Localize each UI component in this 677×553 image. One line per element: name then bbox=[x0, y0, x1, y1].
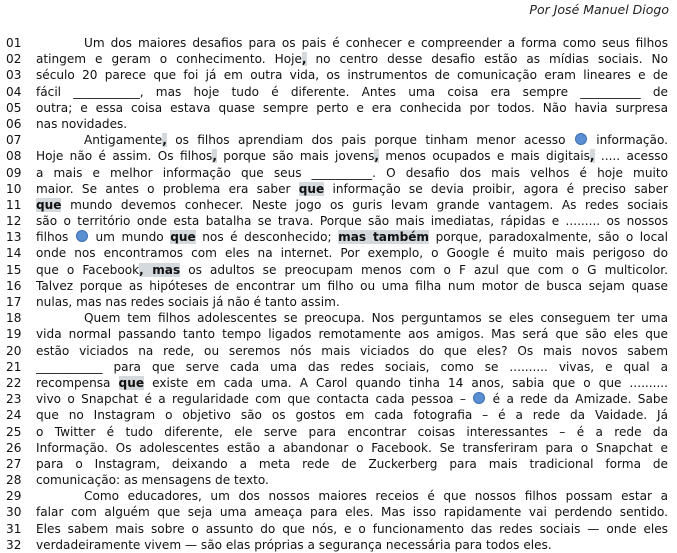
text-segment: a mais e melhor informação que seus __________. O desafio dos mais velhos é hoje muito bbox=[36, 165, 668, 180]
text-line bbox=[6, 310, 668, 326]
text-segment: Talvez porque as hipóteses de encontrar um filho ou uma filha num motor de busca sejam quase bbox=[36, 278, 668, 293]
line-number: 24 bbox=[6, 408, 22, 423]
text-line bbox=[6, 116, 668, 132]
line-text bbox=[36, 310, 668, 326]
line-text bbox=[36, 294, 668, 310]
text-line bbox=[6, 262, 668, 278]
text-segment: nulas, mas nas redes sociais já não é tanto assim. bbox=[36, 295, 340, 309]
text-segment: os adultos se preocupam menos com o F azul que com o G multicolor. bbox=[180, 262, 668, 277]
line-text bbox=[36, 213, 668, 229]
text-segment: mundo devemos conhecer. Neste jogo os guris levam grande vantagem. As redes sociais bbox=[61, 197, 668, 212]
text-line bbox=[6, 165, 668, 181]
line-text bbox=[36, 456, 668, 472]
line-text bbox=[36, 407, 668, 423]
text-segment: Informação. Os adolescentes estão a abandonar o Facebook. Se transferiram para o Snapchat e bbox=[36, 440, 668, 455]
text-segment: ___________ para que serve cada uma das redes sociais, como se .......... vivas, e qual a bbox=[36, 359, 668, 374]
text-line bbox=[6, 472, 668, 488]
line-number: 27 bbox=[6, 456, 22, 471]
line-text bbox=[36, 132, 668, 148]
line-text bbox=[36, 181, 668, 197]
text-line bbox=[6, 391, 668, 407]
line-number: 17 bbox=[6, 295, 22, 309]
highlighted-word: que bbox=[118, 375, 145, 390]
text-segment: falar com alguém que seja uma ameaça para eles. Mas isso rapidamente vai perdendo sentido. bbox=[36, 505, 668, 520]
line-text bbox=[36, 148, 668, 164]
line-text bbox=[36, 424, 668, 440]
text-segment: o Twitter é tudo diferente, ele serve para encontrar coisas interessantes – é a rede da bbox=[36, 424, 668, 439]
text-segment: porque são mais jovens bbox=[216, 149, 375, 164]
line-number: 01 bbox=[6, 36, 22, 50]
text-line bbox=[6, 278, 668, 294]
line-number: 16 bbox=[6, 278, 22, 293]
line-number: 10 bbox=[6, 181, 22, 196]
line-text bbox=[36, 326, 668, 342]
numbered-text-body bbox=[6, 35, 668, 553]
blank-marker-icon bbox=[473, 392, 485, 404]
text-segment: é a rede da Amizade. Sabe bbox=[486, 392, 668, 407]
line-number: 28 bbox=[6, 473, 22, 488]
text-segment: que o Facebook bbox=[36, 262, 140, 277]
text-line bbox=[6, 326, 668, 342]
text-line bbox=[6, 245, 668, 261]
text-line bbox=[6, 294, 668, 310]
text-segment: fácil ___________, mas hoje tudo é diferente. Antes uma coisa era sempre __________ de bbox=[36, 84, 668, 99]
highlighted-word: , bbox=[374, 149, 379, 164]
text-segment: vida normal passando tanto tempo ligados remotamente aos amigos. Mas será que são eles que bbox=[36, 327, 668, 342]
line-text bbox=[36, 278, 668, 294]
line-text bbox=[36, 440, 668, 456]
text-segment: os filhos aprendiam dos pais porque tinham menor acesso bbox=[166, 133, 574, 148]
line-number: 29 bbox=[6, 489, 22, 504]
text-segment: que no Instagram o objetivo são os gostos em cada fotografia – é a rede da Vaidade. Já bbox=[36, 408, 668, 423]
text-line bbox=[6, 229, 668, 245]
text-segment: ..... acesso bbox=[594, 149, 668, 164]
line-number: 09 bbox=[6, 165, 22, 180]
highlighted-word: , bbox=[589, 149, 595, 164]
text-segment: informação se devia proibir, agora é preciso saber bbox=[324, 181, 668, 196]
line-number: 15 bbox=[6, 262, 22, 277]
text-line bbox=[6, 359, 668, 375]
text-segment: Como educadores, um dos nossos maiores receios é que nossos filhos possam estar a bbox=[84, 489, 668, 504]
text-line bbox=[6, 67, 668, 83]
line-text bbox=[36, 51, 668, 67]
line-text bbox=[36, 67, 668, 83]
text-line bbox=[6, 488, 668, 504]
highlighted-word: , bbox=[212, 149, 217, 164]
text-line bbox=[6, 521, 668, 537]
line-number: 03 bbox=[6, 68, 22, 83]
line-number: 04 bbox=[6, 84, 22, 99]
line-number: 07 bbox=[6, 133, 22, 148]
line-number: 32 bbox=[6, 537, 22, 552]
text-segment: atingem e geram o conhecimento. Hoje bbox=[36, 52, 302, 67]
line-text bbox=[36, 359, 668, 375]
line-number: 30 bbox=[6, 505, 22, 520]
text-segment: são o território onde esta batalha se trava. Porque são mais imediatas, rápidas e ......... os nossos bbox=[36, 214, 668, 229]
line-text bbox=[36, 391, 668, 407]
line-number: 20 bbox=[6, 343, 22, 358]
line-number: 21 bbox=[6, 359, 22, 374]
author-byline: Por José Manuel Diogo bbox=[529, 2, 669, 17]
highlighted-word: que bbox=[170, 230, 196, 245]
text-line bbox=[6, 51, 668, 67]
text-segment: Quem tem filhos adolescentes se preocupa. Nos perguntamos se eles conseguem ter uma bbox=[84, 311, 668, 326]
text-line bbox=[6, 84, 668, 100]
text-segment: outra; e essa coisa estava quase sempre perto e era conhecida por todos. Não havia surpresa bbox=[36, 100, 668, 115]
line-number: 14 bbox=[6, 246, 22, 261]
line-text bbox=[36, 116, 668, 132]
text-segment: filhos bbox=[36, 230, 75, 245]
line-text bbox=[36, 375, 668, 391]
line-text bbox=[36, 35, 668, 51]
text-segment: onde nos encontramos com eles na internet. Por exemplo, o Google é muito mais perigoso do bbox=[36, 246, 668, 261]
text-segment: século 20 parece que foi já em outra vida, os instrumentos de comunicação eram lineares e de bbox=[36, 68, 668, 83]
text-line bbox=[6, 504, 668, 520]
text-line bbox=[6, 132, 668, 148]
text-line bbox=[6, 148, 668, 164]
line-text bbox=[36, 100, 668, 116]
highlighted-word: que bbox=[36, 197, 62, 212]
text-segment: verdadeiramente vivem — são elas próprias a segurança necessária para todos eles. bbox=[36, 537, 552, 552]
text-line bbox=[6, 424, 668, 440]
text-line bbox=[6, 407, 668, 423]
line-text bbox=[36, 488, 668, 504]
text-segment: para o Instagram, deixando a meta rede de Zuckerberg para mais tradicional forma de bbox=[36, 456, 668, 471]
text-segment: recompensa bbox=[36, 375, 119, 390]
text-segment: menos ocupados e mais digitais bbox=[379, 149, 590, 164]
line-number: 11 bbox=[6, 197, 22, 212]
text-line bbox=[6, 343, 668, 359]
line-text bbox=[36, 472, 668, 488]
line-number: 13 bbox=[6, 230, 22, 245]
highlighted-word: , mas bbox=[139, 262, 181, 277]
blank-marker-icon bbox=[76, 230, 88, 242]
highlighted-word: , bbox=[301, 52, 307, 67]
line-text bbox=[36, 343, 668, 359]
text-segment: estão viciados na rede, ou seremos nós mais viciados do que eles? Os mais novos sabem bbox=[36, 343, 668, 358]
line-number: 18 bbox=[6, 311, 22, 326]
text-line bbox=[6, 197, 668, 213]
line-number: 12 bbox=[6, 214, 22, 229]
text-line bbox=[6, 181, 668, 197]
line-text bbox=[36, 229, 668, 245]
text-segment: no centro desse desafio estão as mídias sociais. No bbox=[306, 52, 668, 67]
text-segment: um mundo bbox=[88, 230, 171, 245]
line-number: 26 bbox=[6, 440, 22, 455]
line-number: 06 bbox=[6, 116, 22, 131]
text-segment: nas novidades. bbox=[36, 116, 128, 131]
line-text bbox=[36, 262, 668, 278]
text-line bbox=[6, 375, 668, 391]
text-segment: Hoje não é assim. Os filhos bbox=[36, 149, 213, 164]
blank-marker-icon bbox=[575, 133, 587, 145]
text-segment: porque, paradoxalmente, são o local bbox=[429, 230, 668, 245]
text-line bbox=[6, 456, 668, 472]
line-number: 23 bbox=[6, 392, 22, 407]
highlighted-word: mas também bbox=[338, 230, 430, 245]
line-text bbox=[36, 521, 668, 537]
line-number: 22 bbox=[6, 375, 22, 390]
text-segment: existe em cada uma. A Carol quando tinha 14 anos, sabia que o que .......... bbox=[144, 375, 668, 390]
line-text bbox=[36, 245, 668, 261]
text-segment: maior. Se antes o problema era saber bbox=[36, 181, 299, 196]
line-number: 08 bbox=[6, 149, 22, 164]
text-line bbox=[6, 213, 668, 229]
line-text bbox=[36, 84, 668, 100]
line-number: 02 bbox=[6, 52, 22, 67]
line-number: 05 bbox=[6, 100, 22, 115]
text-segment: informação. bbox=[587, 133, 668, 148]
line-number: 25 bbox=[6, 424, 22, 439]
line-number: 31 bbox=[6, 521, 22, 536]
line-text bbox=[36, 504, 668, 520]
text-line bbox=[6, 440, 668, 456]
text-line bbox=[6, 35, 668, 51]
line-text bbox=[36, 165, 668, 181]
text-segment: Eles sabem mais sobre o assunto do que nós, e o funcionamento das redes sociais — onde eles bbox=[36, 521, 668, 536]
highlighted-word: , bbox=[162, 133, 167, 148]
line-number: 19 bbox=[6, 327, 22, 342]
text-segment: vivo o Snapchat é a regularidade com que contacta cada pessoa – bbox=[36, 392, 473, 407]
highlighted-word: que bbox=[298, 181, 325, 196]
line-text bbox=[36, 197, 668, 213]
text-segment: comunicação: as mensagens de texto. bbox=[36, 473, 269, 488]
text-line bbox=[6, 100, 668, 116]
text-segment: Um dos maiores desafios para os pais é conhecer e compreender a forma como seus filhos bbox=[84, 36, 668, 50]
text-segment: Antigamente bbox=[84, 133, 163, 148]
text-segment: nos é desconhecido; bbox=[195, 230, 339, 245]
